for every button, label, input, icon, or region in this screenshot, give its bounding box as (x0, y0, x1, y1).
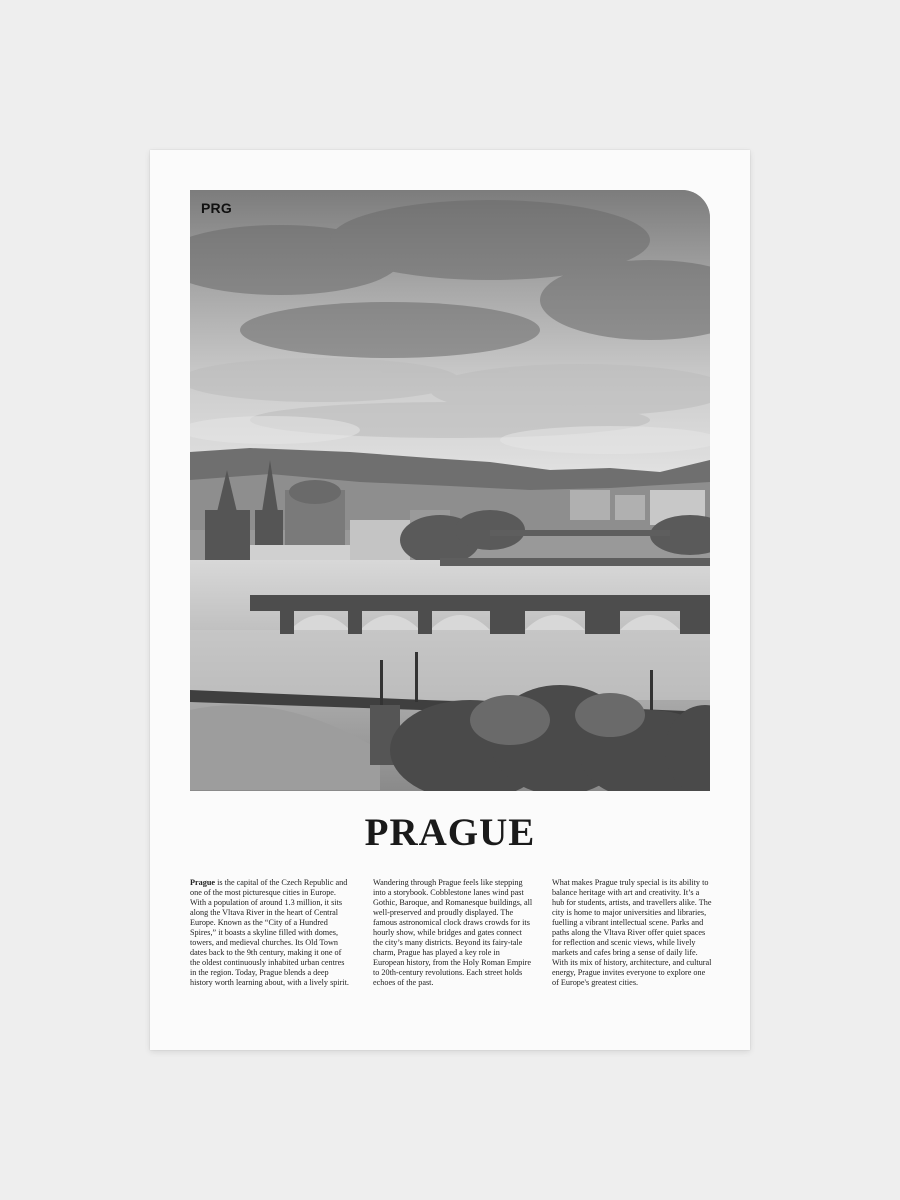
poster (150, 150, 750, 1050)
city-bridges-illustration (190, 190, 710, 791)
city-code-label: PRG (201, 200, 232, 216)
paragraph-text: is the capital of the Czech Republic and one of the most picturesque cities in Europe. With a population of around 1.3 million, it sits along the Vltava River in the heart of Central Europe. Known as the “City of a Hundred Spires,” it boasts a skyline filled with domes, towers, and medieval churches. Its Old Town dates back to the 9th century, making it one of the oldest continuously inhabited urban centres in the region. Today, Prague blends a deep history worth learning about, with a lively spirit. (190, 878, 349, 987)
paragraph-text: What makes Prague truly special is its ability to balance heritage with art and creativity. It’s a hub for students, artists, and travellers alike. The city is home to major universities and libraries, fuelling a vibrant intellectual scene. Parks and paths along the Vltava River offer quiet spaces for reflection and scenic views, while lively markets and cafes bring a sense of daily life. With its mix of history, architecture, and cultural energy, Prague invites everyone to explore one of Europe's greatest cities. (552, 878, 712, 987)
paragraph-text: Wandering through Prague feels like stepping into a storybook. Cobblestone lanes wind past Gothic, Baroque, and Romanesque buildings, all well-preserved and proudly displayed. The famous astronomical clock draws crowds for its hourly show, while bridges and gates connect the city’s many districts. Beyond its fairy-tale charm, Prague has played a key role in European history, from the Holy Roman Empire to 20th-century revolutions. Each street holds echoes of the past. (373, 878, 533, 987)
poster-title: PRAGUE (364, 811, 536, 854)
lead-word: Prague (190, 878, 216, 887)
text-column-3 (552, 878, 712, 988)
text-column-2 (373, 878, 533, 988)
text-column-1 (190, 878, 350, 988)
city-photo (190, 190, 710, 791)
